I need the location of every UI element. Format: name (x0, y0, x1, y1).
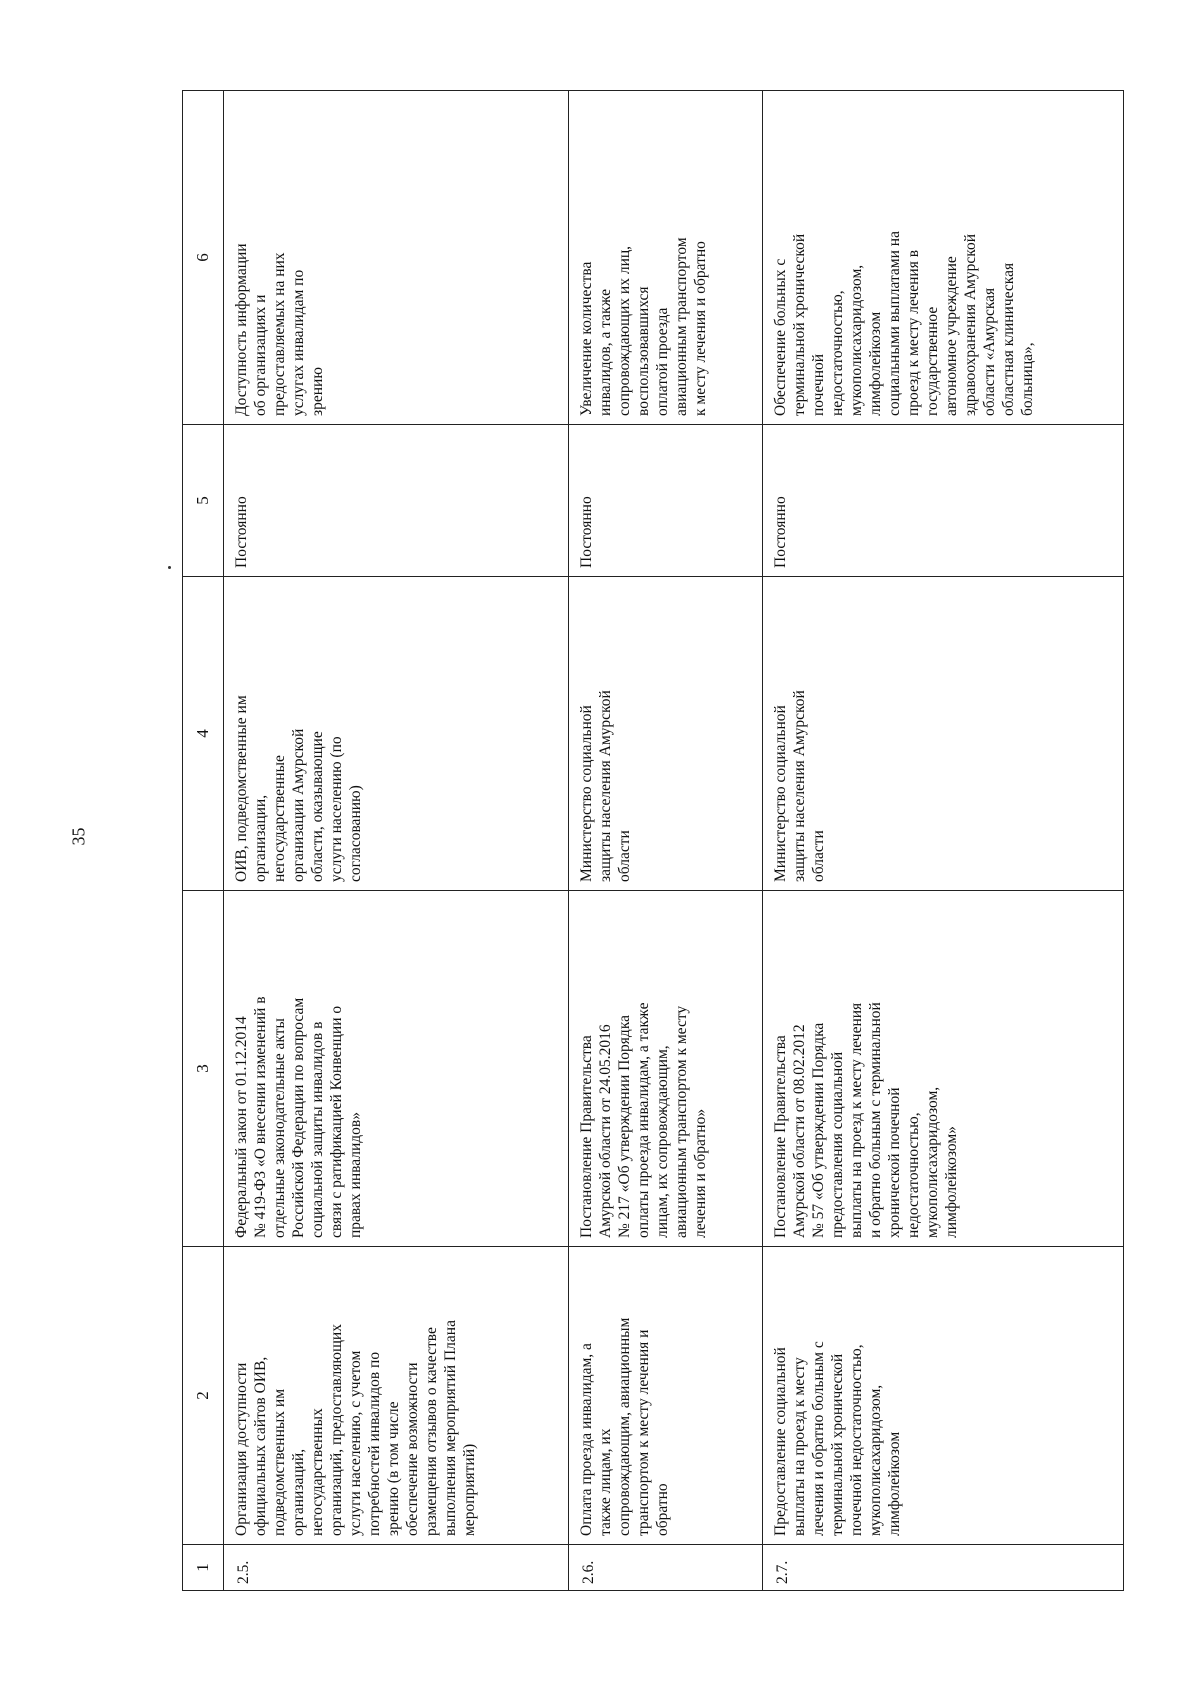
header-col-5: 5 (183, 425, 224, 577)
measures-table (182, 90, 1124, 1591)
row-number: 2.5. (224, 1545, 569, 1591)
legal-basis-cell: Постановление Правительства Амурской области от 24.05.2016 № 217 «Об утверждении Порядка оплаты проезда инвалидам, а также лицам, их сопровождающим, авиационным транспортом к месту лечения и обратно» (569, 891, 763, 1247)
result-cell: Обеспечение больных с терминальной хронической почечной недостаточностью, мукополисахаридозом, лимфолейкозом социальными выплатами на проезд к месту лечения в государственное автономное учреждение здравоохранения Амурской области «Амурская областная клиническая больница», (763, 91, 1124, 425)
legal-basis-cell: Постановление Правительства Амурской области от 08.02.2012 № 57 «Об утверждении Порядка предоставления социальной выплаты на проезд к месту лечения и обратно больным с терминальной хронической почечной недостаточностью, мукополисахаридозом, лимфолейкозом» (763, 891, 1124, 1247)
legal-basis-cell: Федеральный закон от 01.12.2014 № 419-ФЗ «О внесении изменений в отдельные законодательные акты Российской Федерации по вопросам социальной защиты инвалидов в связи с ратификацией Конвенции о правах инвалидов» (224, 891, 569, 1247)
header-col-1: 1 (183, 1545, 224, 1591)
result-cell: Доступность информации об организациях и предоставляемых на них услугах инвалидам по зрению (224, 91, 569, 425)
page-number: 35 (68, 827, 89, 846)
responsible-cell: Министерство социальной защиты населения Амурской области (569, 577, 763, 891)
activity-cell: Организация доступности официальных сайтов ОИВ, подведомственных им организаций, негосударственных организаций, предоставляющих услуги населению, с учетом потребностей инвалидов по зрению (в том числе обеспечение возможности размещения отзывов о качестве выполнения мероприятий Плана мероприятий) (224, 1247, 569, 1545)
result-cell: Увеличение количества инвалидов, а также сопровождающих их лиц, воспользовавшихся оплатой проезда авиационным транспортом к месту лечения и обратно (569, 91, 763, 425)
header-col-3: 3 (183, 891, 224, 1247)
rotated-page-content (182, 91, 1122, 1591)
deadline-cell: Постоянно (763, 425, 1124, 577)
row-number: 2.6. (569, 1545, 763, 1591)
header-col-2: 2 (183, 1247, 224, 1545)
scan-speck (168, 566, 171, 569)
table-row (224, 91, 569, 1591)
activity-cell: Оплата проезда инвалидам, а также лицам, их сопровождающим, авиационным транспортом к месту лечения и обратно (569, 1247, 763, 1545)
deadline-cell: Постоянно (224, 425, 569, 577)
responsible-cell: ОИВ, подведомственные им организации, негосударственные организации Амурской области, оказывающие услуги населению (по согласованию) (224, 577, 569, 891)
responsible-cell: Министерство социальной защиты населения Амурской области (763, 577, 1124, 891)
table-header-row (183, 91, 224, 1591)
header-col-6: 6 (183, 91, 224, 425)
table-row (569, 91, 763, 1591)
deadline-cell: Постоянно (569, 425, 763, 577)
activity-cell: Предоставление социальной выплаты на проезд к месту лечения и обратно больным с терминальной хронической почечной недостаточностью, мукополисахаридозом, лимфолейкозом (763, 1247, 1124, 1545)
table-row (763, 91, 1124, 1591)
row-number: 2.7. (763, 1545, 1124, 1591)
header-col-4: 4 (183, 577, 224, 891)
